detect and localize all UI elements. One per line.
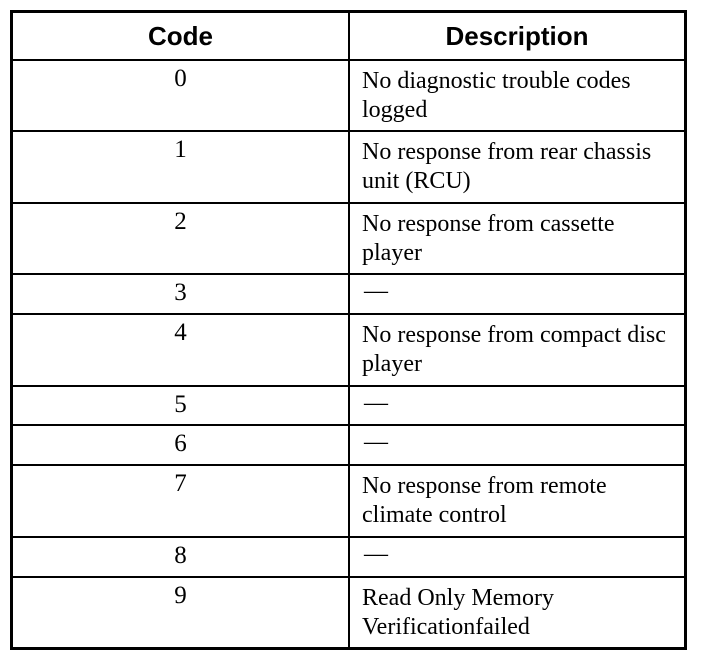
header-row [13,13,684,60]
code-cell: 6 [13,425,349,465]
table-row [13,537,684,577]
code-cell: 2 [13,203,349,274]
description-cell: Read Only Memory Verificationfailed [349,577,684,647]
code-cell: 0 [13,60,349,131]
code-column-header: Code [13,13,349,60]
table-row [13,577,684,647]
table-row [13,274,684,314]
description-column-header: Description [349,13,684,60]
code-cell: 4 [13,314,349,385]
code-cell: 7 [13,465,349,536]
code-cell: 9 [13,577,349,647]
table-row [13,203,684,274]
diagnostic-code-table [10,10,687,650]
table-row [13,465,684,536]
table-row [13,425,684,465]
description-cell: No response from cassette player [349,203,684,274]
table-row [13,386,684,426]
code-cell: 5 [13,386,349,426]
description-cell: — [349,274,684,314]
table-row [13,314,684,385]
description-cell: — [349,425,684,465]
description-cell: No diagnostic trouble codes logged [349,60,684,131]
table-row [13,60,684,131]
description-cell: No response from remote climate control [349,465,684,536]
description-cell: No response from compact disc player [349,314,684,385]
code-cell: 1 [13,131,349,202]
code-cell: 3 [13,274,349,314]
description-cell: — [349,537,684,577]
description-cell: — [349,386,684,426]
description-cell: No response from rear chassis unit (RCU) [349,131,684,202]
table-row [13,131,684,202]
code-table [13,13,684,647]
code-cell: 8 [13,537,349,577]
